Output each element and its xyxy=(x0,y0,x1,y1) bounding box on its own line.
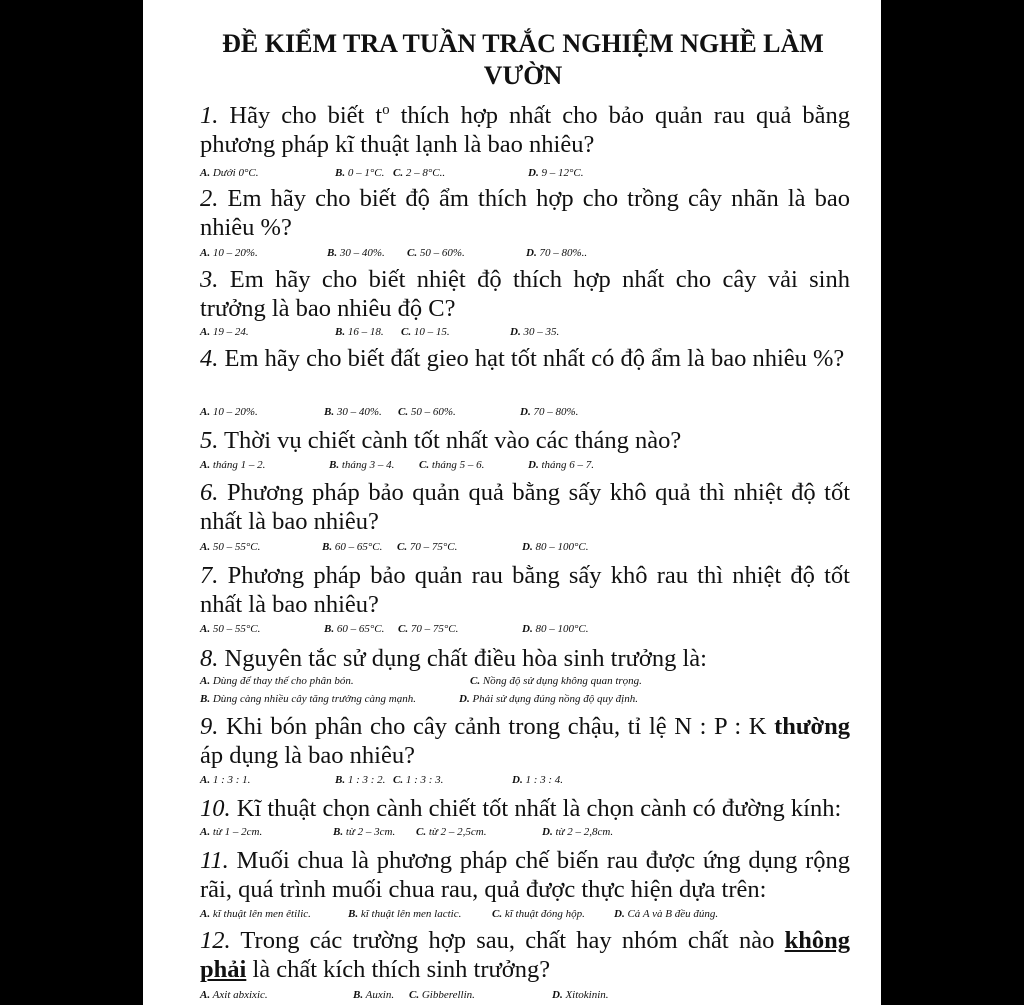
question-number: 12. xyxy=(200,927,231,954)
answer-option-b[interactable]: B. kĩ thuật lên men lactic. xyxy=(348,908,462,920)
answer-option-a[interactable]: A. 19 – 24. xyxy=(200,326,249,338)
answer-option-c[interactable]: C. 50 – 60%. xyxy=(407,247,465,259)
question-7: 7. Phương pháp bảo quản rau bằng sấy khô rau thì nhiệt độ tốt nhất là bao nhiêu? xyxy=(200,562,850,618)
answer-option-b[interactable]: B. 16 – 18. xyxy=(335,326,384,338)
answer-option-b[interactable]: B. 60 – 65°C. xyxy=(324,623,385,635)
answer-option-c[interactable]: C. 1 : 3 : 3. xyxy=(393,774,444,786)
answer-option-c[interactable]: C. 2 – 8°C.. xyxy=(393,167,446,179)
answer-option-a[interactable]: A. 10 – 20%. xyxy=(200,406,258,418)
question-number: 3. xyxy=(200,266,219,293)
question-6: 6. Phương pháp bảo quản quả bằng sấy khô quả thì nhiệt độ tốt nhất là bao nhiêu? xyxy=(200,479,850,535)
answer-option-c[interactable]: C. 10 – 15. xyxy=(401,326,450,338)
answer-option-c[interactable]: C. từ 2 – 2,5cm. xyxy=(416,826,487,838)
answer-option-a[interactable]: A. 50 – 55°C. xyxy=(200,541,261,553)
question-number: 1. xyxy=(200,102,219,129)
answer-option-d[interactable]: D. từ 2 – 2,8cm. xyxy=(542,826,614,838)
answer-option-c[interactable]: C. 50 – 60%. xyxy=(398,406,456,418)
question-8: 8. Nguyên tắc sử dụng chất điều hòa sinh trưởng là: xyxy=(200,645,707,672)
answer-option-b[interactable]: B. 0 – 1°C. xyxy=(335,167,385,179)
question-1: 1. Hãy cho biết $t^o$ thích hợp nhất cho bảo quản rau quả bằng phương pháp kĩ thuật lạnh là bao nhiêu? xyxy=(200,101,850,158)
question-number: 7. xyxy=(200,562,219,589)
answer-option-a[interactable]: A. Dưới 0°C. xyxy=(200,167,259,179)
question-10: 10. Kĩ thuật chọn cành chiết tốt nhất là chọn cành có đường kính: xyxy=(200,795,842,822)
question-number: 9. xyxy=(200,713,219,740)
answer-option-a[interactable]: A. 50 – 55°C. xyxy=(200,623,261,635)
answer-option-b[interactable]: B. 1 : 3 : 2. xyxy=(335,774,386,786)
question-12: 12. Trong các trường hợp sau, chất hay nhóm chất nào không phải là chất kích thích sinh trưởng? xyxy=(200,927,850,983)
answer-option-a[interactable]: A. 1 : 3 : 1. xyxy=(200,774,251,786)
answer-option-c[interactable]: C. Nồng độ sử dụng không quan trọng. xyxy=(470,675,642,687)
answer-option-d[interactable]: D. 9 – 12°C. xyxy=(528,167,584,179)
answer-option-d[interactable]: D. 30 – 35. xyxy=(510,326,560,338)
answer-option-b[interactable]: B. tháng 3 – 4. xyxy=(329,459,395,471)
answer-option-d[interactable]: D. Phải sử dụng đúng nồng độ quy định. xyxy=(459,693,638,705)
answer-option-c[interactable]: C. Gibberellin. xyxy=(409,989,475,1001)
document-page xyxy=(143,0,881,1005)
question-number: 8. xyxy=(200,645,219,672)
answer-option-c[interactable]: C. 70 – 75°C. xyxy=(397,541,458,553)
answer-option-a[interactable]: A. Axit abxixic. xyxy=(200,989,268,1001)
answer-option-d[interactable]: D. tháng 6 – 7. xyxy=(528,459,595,471)
answer-option-d[interactable]: D. 80 – 100°C. xyxy=(522,623,589,635)
page-title: ĐỀ KIỂM TRA TUẦN TRẮC NGHIỆM NGHỀ LÀM VƯỜN xyxy=(222,29,824,90)
question-9: 9. Khi bón phân cho cây cảnh trong chậu, tỉ lệ N : P : K thường áp dụng là bao nhiêu? xyxy=(200,713,850,769)
question-3: 3. Em hãy cho biết nhiệt độ thích hợp nhất cho cây vải sinh trưởng là bao nhiêu độ C? xyxy=(200,266,850,322)
answer-option-b[interactable]: B. 30 – 40%. xyxy=(327,247,385,259)
answer-option-a[interactable]: A. tháng 1 – 2. xyxy=(200,459,266,471)
answer-option-b[interactable]: B. từ 2 – 3cm. xyxy=(333,826,396,838)
answer-option-d[interactable]: D. 80 – 100°C. xyxy=(522,541,589,553)
question-number: 4. xyxy=(200,345,219,372)
answer-option-c[interactable]: C. tháng 5 – 6. xyxy=(419,459,485,471)
answer-option-a[interactable]: A. kĩ thuật lên men êtilic. xyxy=(200,908,311,920)
answer-option-a[interactable]: A. Dùng để thay thế cho phân bón. xyxy=(200,675,354,687)
question-5: 5. Thời vụ chiết cành tốt nhất vào các tháng nào? xyxy=(200,427,682,454)
answer-option-b[interactable]: B. Dùng càng nhiều cây tăng trưởng càng mạnh. xyxy=(200,693,416,705)
question-11: 11. Muối chua là phương pháp chế biến rau được ứng dụng rộng rãi, quá trình muối chua rau, quả được thực hiện dựa trên: xyxy=(200,847,850,903)
answer-option-d[interactable]: D. 70 – 80%. xyxy=(520,406,579,418)
question-number: 6. xyxy=(200,479,219,506)
answer-option-c[interactable]: C. kĩ thuật đóng hộp. xyxy=(492,908,585,920)
question-number: 11. xyxy=(200,847,229,874)
answer-option-b[interactable]: B. 30 – 40%. xyxy=(324,406,382,418)
question-number: 5. xyxy=(200,427,219,454)
question-2: 2. Em hãy cho biết độ ẩm thích hợp cho trồng cây nhãn là bao nhiêu %? xyxy=(200,185,850,241)
answer-option-c[interactable]: C. 70 – 75°C. xyxy=(398,623,459,635)
question-4: 4. Em hãy cho biết đất gieo hạt tốt nhất có độ ẩm là bao nhiêu %? xyxy=(200,345,845,372)
answer-option-d[interactable]: D. Xitokinin. xyxy=(552,989,609,1001)
answer-option-d[interactable]: D. 1 : 3 : 4. xyxy=(512,774,564,786)
answer-option-b[interactable]: B. Auxin. xyxy=(353,989,395,1001)
answer-option-a[interactable]: A. 10 – 20%. xyxy=(200,247,258,259)
question-number: 2. xyxy=(200,185,219,212)
answer-option-a[interactable]: A. từ 1 – 2cm. xyxy=(200,826,263,838)
answer-option-d[interactable]: D. 70 – 80%.. xyxy=(526,247,588,259)
answer-option-b[interactable]: B. 60 – 65°C. xyxy=(322,541,383,553)
question-number: 10. xyxy=(200,795,231,822)
answer-option-d[interactable]: D. Cả A và B đều đúng. xyxy=(614,908,719,920)
